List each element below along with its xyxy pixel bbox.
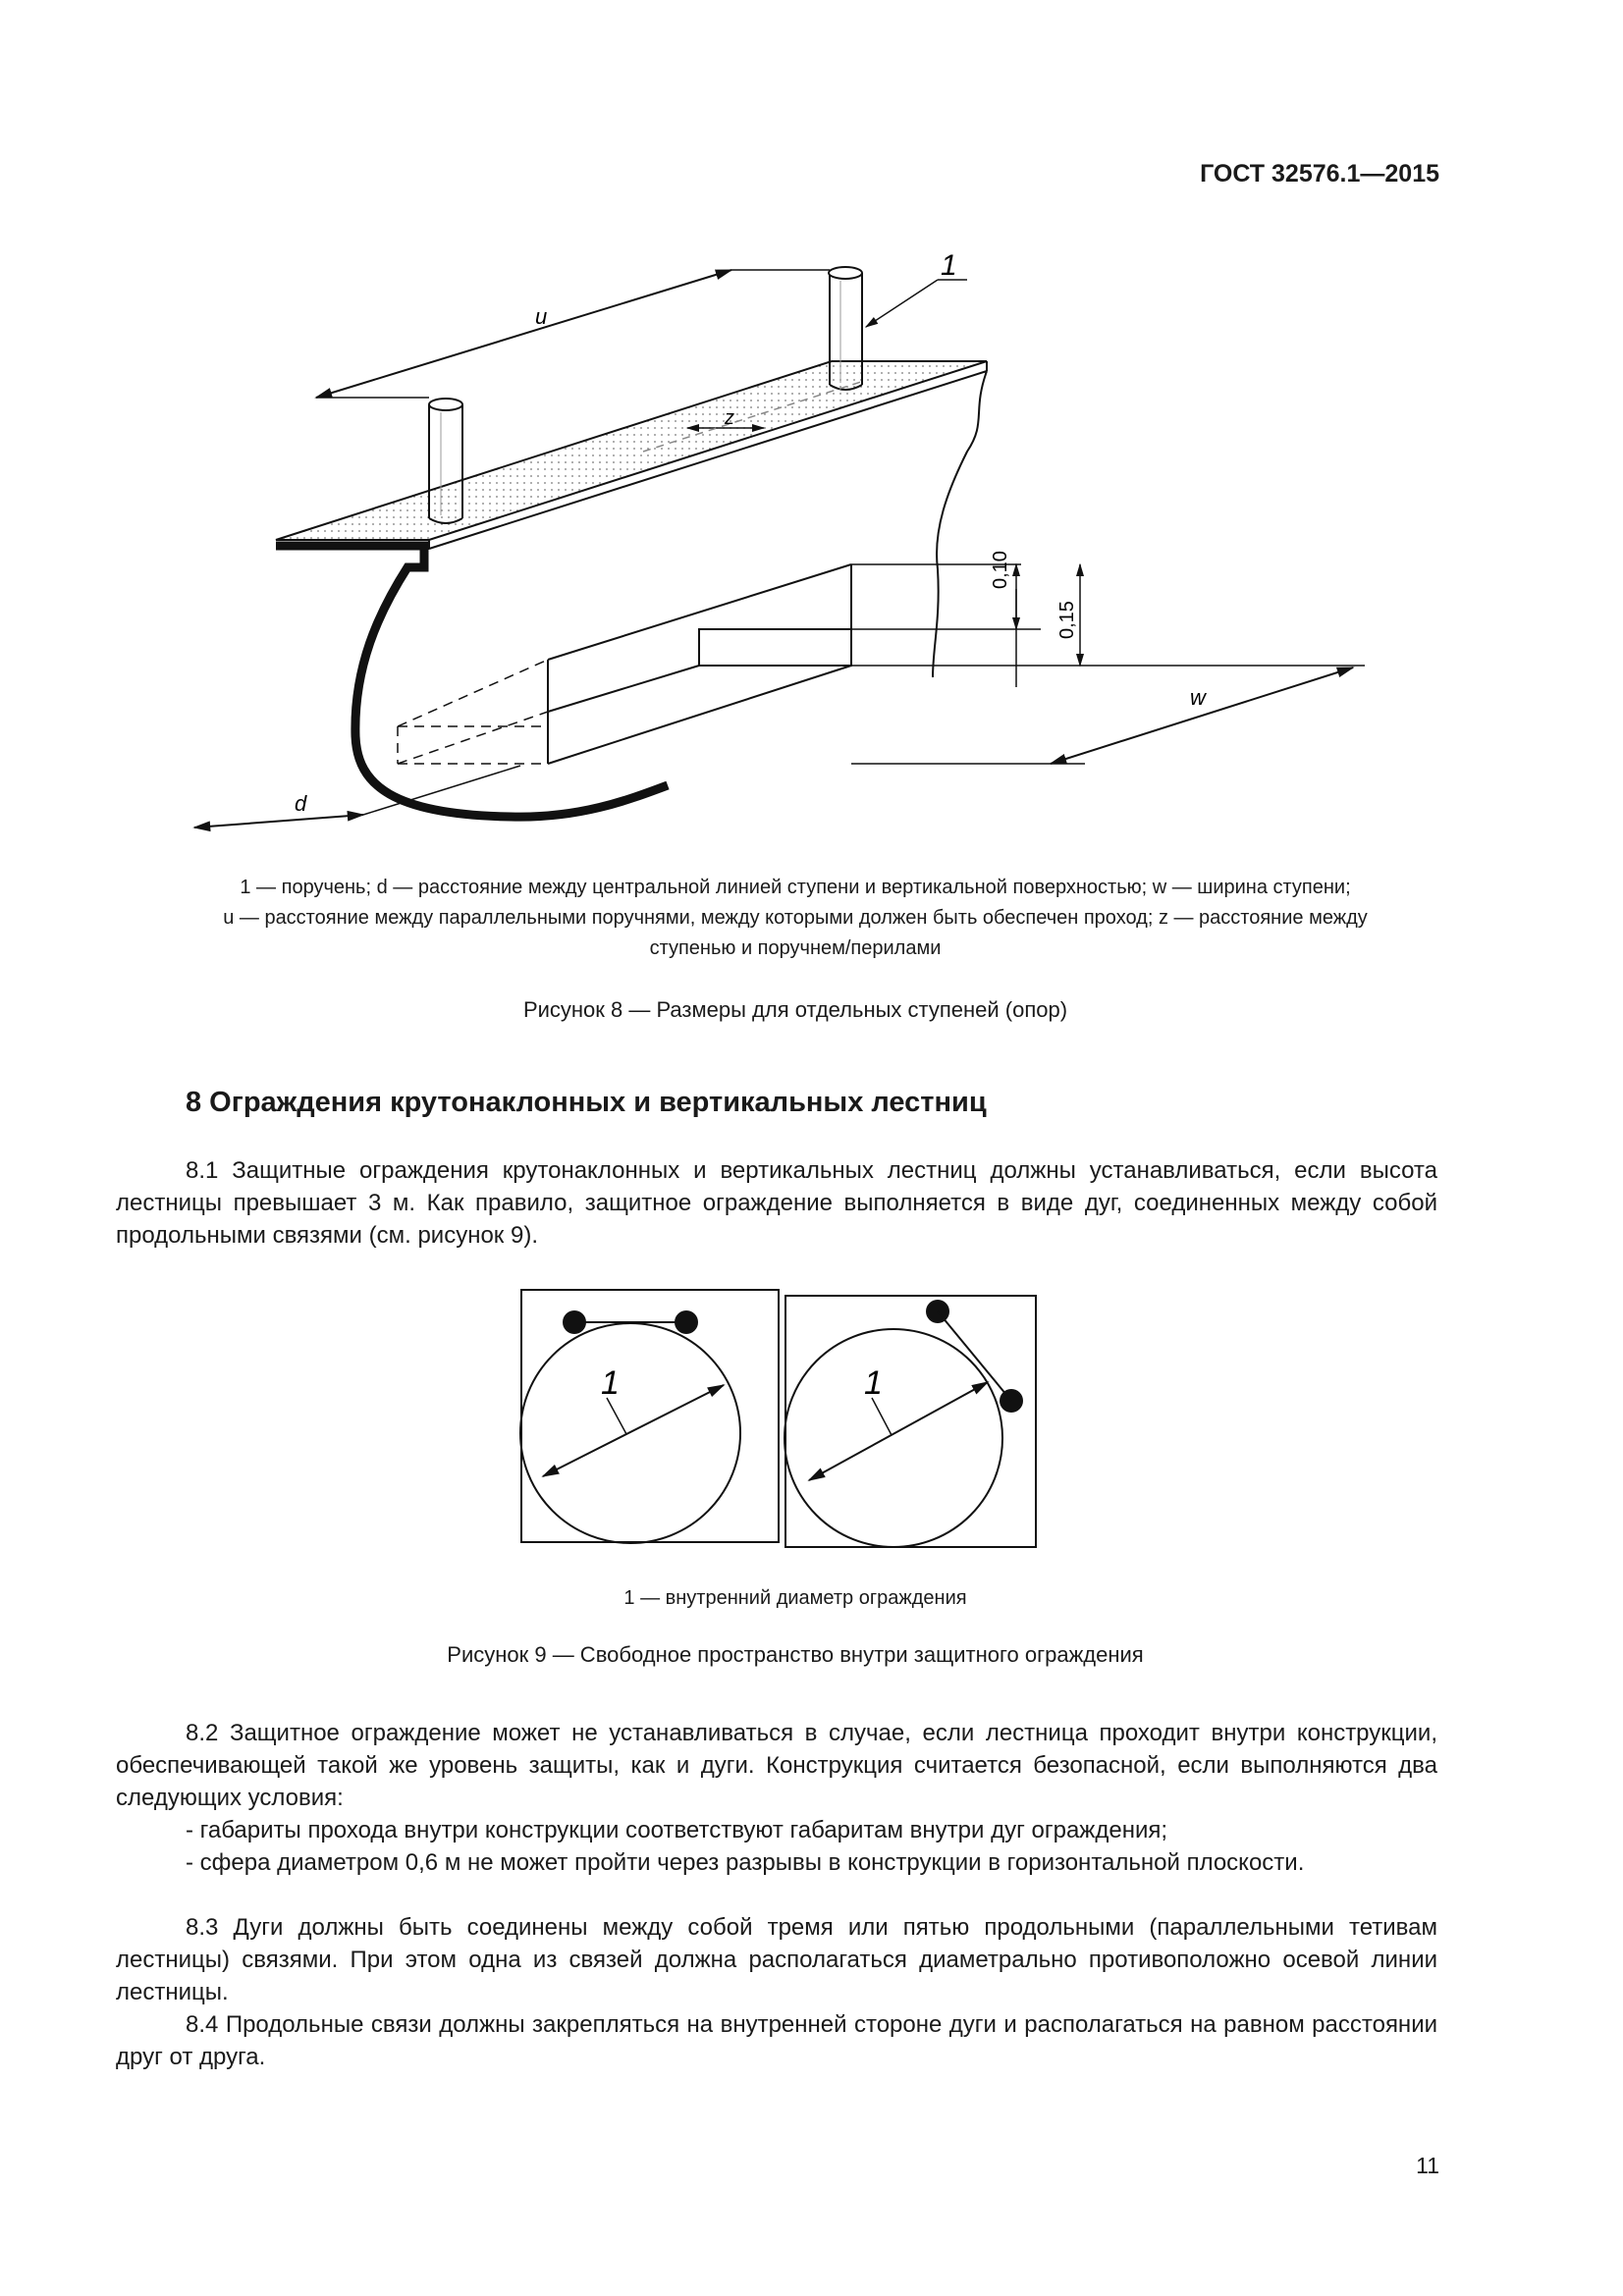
label-u: u (535, 304, 548, 329)
figure-8-legend-line-3: ступенью и поручнем/перилами (649, 937, 942, 959)
figure-8-legend-line-1: 1 — поручень; d — расстояние между центральной линией ступени и вертикальной поверхностью; w — ширина ступени; (240, 877, 1351, 898)
paragraph-8-4: 8.4 Продольные связи должны закрепляться на внутренней стороне дуги и располагаться на равном расстоянии друг от друга. (116, 2011, 1437, 2070)
section-8-title: 8 Ограждения крутонаклонных и вертикальных лестниц (186, 1087, 987, 1118)
list-item-2: - сфера диаметром 0,6 м не может пройти через разрывы в конструкции в горизонтальной плоскости. (186, 1849, 1305, 1876)
figure-8-legend-line-2: u — расстояние между параллельными поручнями, между которыми должен быть обеспечен проход; z — расстояние между (223, 907, 1368, 929)
figure-9-caption: Рисунок 9 — Свободное пространство внутри защитного ограждения (447, 1642, 1144, 1667)
label-w: w (1190, 685, 1206, 710)
label-z: z (725, 407, 734, 429)
label-1: 1 (941, 249, 957, 282)
platform-top (276, 361, 987, 540)
figure-9-drawing (0, 1276, 1623, 1571)
paragraph-8-3: 8.3 Дуги должны быть соединены между собой тремя или пятью продольными (параллельными тетивам лестницы) связями. При этом одна из связей должна располагаться диаметрально противоположно осевой линии лестницы. (116, 1914, 1437, 2005)
label-dim-010: 0,10 (990, 551, 1011, 589)
figure-9-right-panel (784, 1296, 1036, 1547)
label-d: d (295, 791, 307, 816)
figure-9-legend: 1 — внутренний диаметр ограждения (623, 1587, 967, 1609)
figure-8-caption: Рисунок 8 — Размеры для отдельных ступеней (опор) (522, 997, 1068, 1022)
paragraph-8-1: 8.1 Защитные ограждения крутонаклонных и вертикальных лестниц должны устанавливаться, если высота лестницы превышает 3 м. Как правило, защитное ограждение выполняется в виде дуг, соединенных между собой продольными связями (см. рисунок 9). (116, 1157, 1437, 1249)
figure-9-label-right: 1 (864, 1364, 883, 1402)
document-code: ГОСТ 32576.1—2015 (1200, 160, 1439, 187)
page-number: 11 (1416, 2153, 1439, 2178)
figure-9-left-panel (520, 1290, 779, 1543)
paragraph-8-2: 8.2 Защитное ограждение может не устанавливаться в случае, если лестница проходит внутри конструкции, обеспечивающей такой же уровень защиты, как и дуги. Конструкция считается безопасной, если выполняются два следующих условия: (116, 1720, 1437, 1811)
wall-profile (276, 546, 668, 817)
figure-8-drawing (0, 0, 1623, 864)
step (548, 564, 851, 764)
break-line (933, 371, 987, 677)
label-dim-015: 0,15 (1056, 601, 1078, 639)
list-item-1: - габариты прохода внутри конструкции соответствуют габаритам внутри дуг ограждения; (186, 1817, 1168, 1843)
figure-9-label-left: 1 (601, 1364, 620, 1402)
